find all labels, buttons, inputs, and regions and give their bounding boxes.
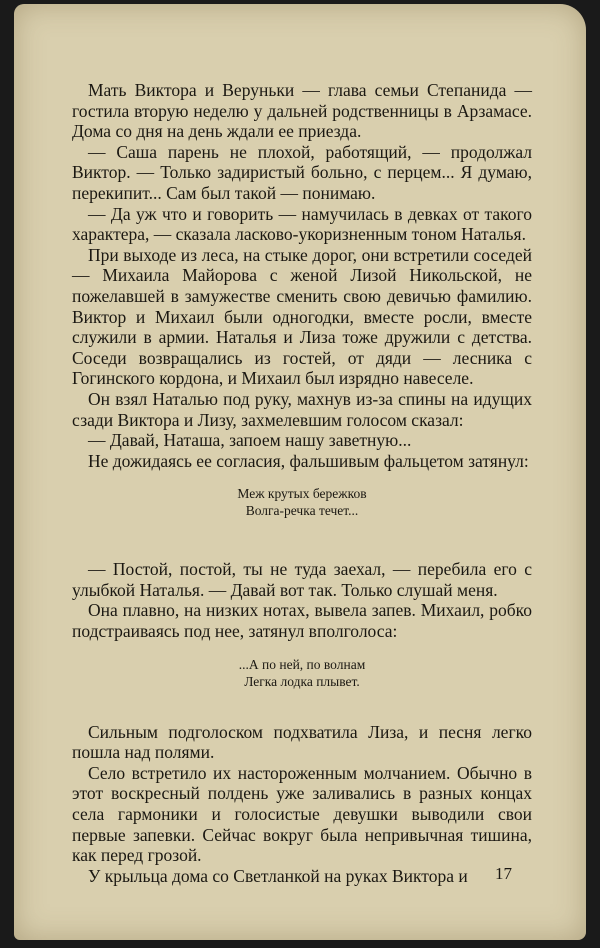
verse-line: Меж крутых бережков (237, 486, 367, 502)
page-text (72, 80, 532, 886)
verse-line: Легка лодка плывет. (244, 673, 360, 689)
page-number: 17 (495, 864, 512, 883)
paragraph: — Давай, Наташа, запоем нашу заветную... (88, 430, 412, 451)
book-page (14, 4, 586, 940)
paragraph: Село встретило их настороженным молчанием. Обычно в этот воскресный полдень уже заливались в разных концах села гармоники и голосистые девушки выводили свои первые запевки. Сейчас вокруг была непривычная тишина, как перед грозой. (72, 762, 532, 866)
paragraph: Он взял Наталью под руку, махнув из-за спины на идущих сзади Виктора и Лизу, захмелевшим голосом сказал: (72, 388, 532, 430)
verse-line: Волга-речка течет... (245, 503, 359, 519)
paragraph: Она плавно, на низких нотах, вывела запев. Михаил, робко подстраиваясь под нее, затянул вполголоса: (72, 600, 532, 642)
verse-line: ...А по ней, по волнам (238, 656, 366, 672)
paragraph: Мать Виктора и Веруньки — глава семьи Степанида — гостила вторую неделю у дальней родственницы в Арзамасе. Дома со дня на день ждали ее приезда. (72, 80, 532, 142)
paragraph: При выходе из леса, на стыке дорог, они встретили соседей — Михаила Майорова с женой Лизой Никольской, не пожелавшей в замужестве сменить свою девичью фамилию. Виктор и Михаил были одногодки, вместе росли, вместе служили в армии. Наталья и Лиза тоже дружили с детства. Соседи возвращались из гостей, от дяди — лесника с Гогинского кордона, и Михаил был изрядно навеселе. (72, 244, 532, 389)
paragraph: — Да уж что и говорить — намучилась в девках от такого характера, — сказала ласково-укоризненным тоном Наталья. (72, 203, 532, 245)
paragraph: У крыльца дома со Светланкой на руках Виктора и (88, 865, 468, 886)
paragraph: — Постой, постой, ты не туда заехал, — перебила его с улыбкой Наталья. — Давай вот так. Только слушай меня. (72, 559, 532, 600)
paragraph: Не дожидаясь ее согласия, фальшивым фальцетом затянул: (88, 450, 529, 471)
song-verse (72, 656, 532, 690)
song-verse (72, 485, 532, 519)
paragraph: Сильным подголоском подхватила Лиза, и песня легко пошла над полями. (72, 721, 532, 763)
paragraph: — Саша парень не плохой, работящий, — продолжал Виктор. — Только задиристый больно, с перцем... Я думаю, перекипит... Сам был такой — понимаю. (72, 141, 532, 203)
